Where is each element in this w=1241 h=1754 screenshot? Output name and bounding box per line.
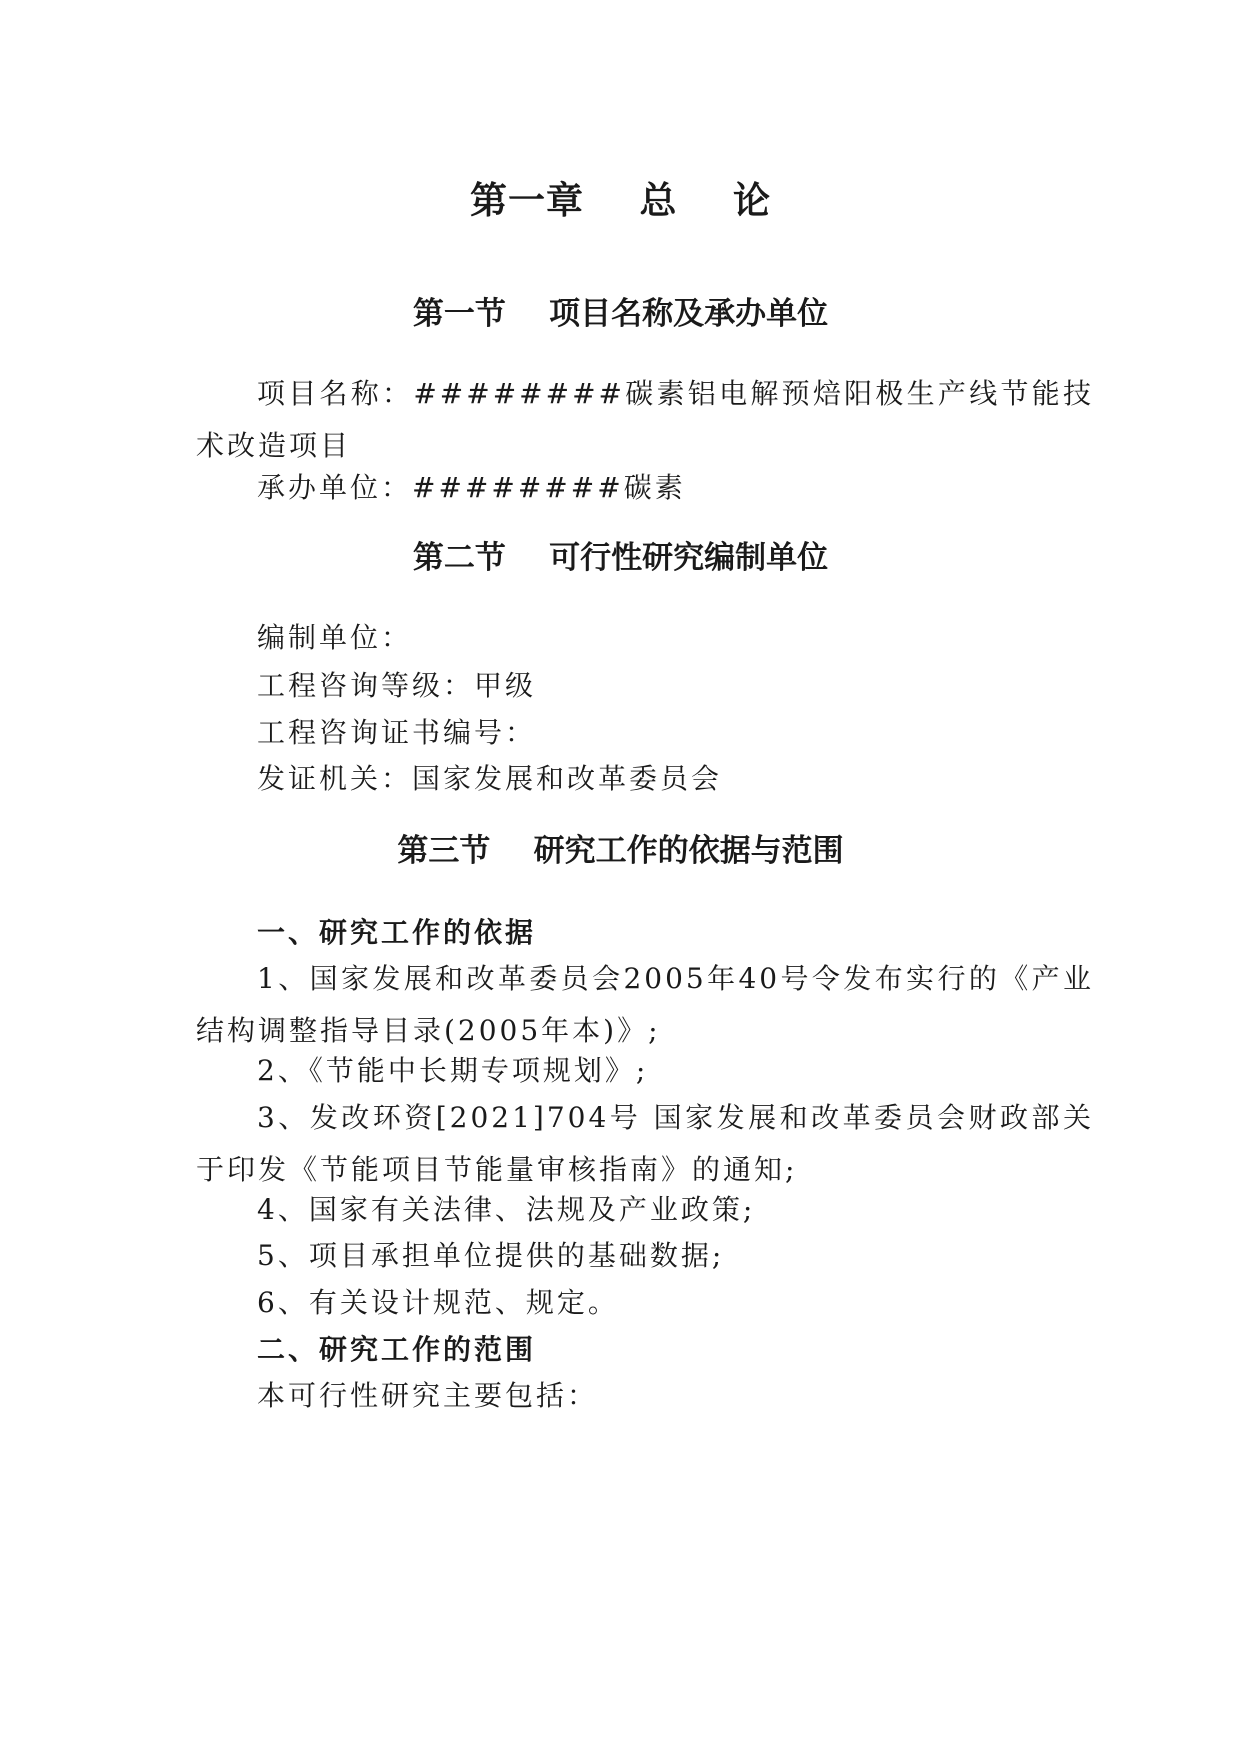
organizer-paragraph: 承办单位：########碳素 xyxy=(257,471,686,504)
compiler-paragraph: 编制单位： xyxy=(257,621,413,654)
basis-item-6: 6、有关设计规范、规定。 xyxy=(257,1286,619,1319)
basis-item-2: 2、《节能中长期专项规划》; xyxy=(257,1054,649,1087)
basis-item-5: 5、项目承担单位提供的基础数据; xyxy=(257,1239,725,1272)
scope-heading: 二、研究工作的范围 xyxy=(257,1333,537,1366)
certificate-paragraph: 工程咨询证书编号： xyxy=(257,716,537,749)
issuer-paragraph: 发证机关：国家发展和改革委员会 xyxy=(257,762,723,795)
basis-item-3: 3、发改环资[2021]704号 国家发展和改革委员会财政部关于印发《节能项目节能量审核指南》的通知; xyxy=(196,1101,1094,1186)
basis-item-1: 1、国家发展和改革委员会2005年40号令发布实行的《产业结构调整指导目录(2005年本)》; xyxy=(196,962,1094,1047)
section-title-1: 第一节 项目名称及承办单位 xyxy=(412,296,829,332)
basis-item-4: 4、国家有关法律、法规及产业政策; xyxy=(257,1193,756,1226)
grade-paragraph: 工程咨询等级：甲级 xyxy=(257,669,537,702)
basis-heading: 一、研究工作的依据 xyxy=(257,916,537,949)
scope-intro-paragraph: 本可行性研究主要包括： xyxy=(257,1379,599,1412)
chapter-title: 第一章 总 论 xyxy=(469,179,772,222)
section-title-2: 第二节 可行性研究编制单位 xyxy=(412,540,829,576)
section-title-3: 第三节 研究工作的依据与范围 xyxy=(397,833,844,869)
project-name-paragraph: 项目名称：########碳素铝电解预焙阳极生产线节能技术改造项目 xyxy=(196,377,1094,462)
